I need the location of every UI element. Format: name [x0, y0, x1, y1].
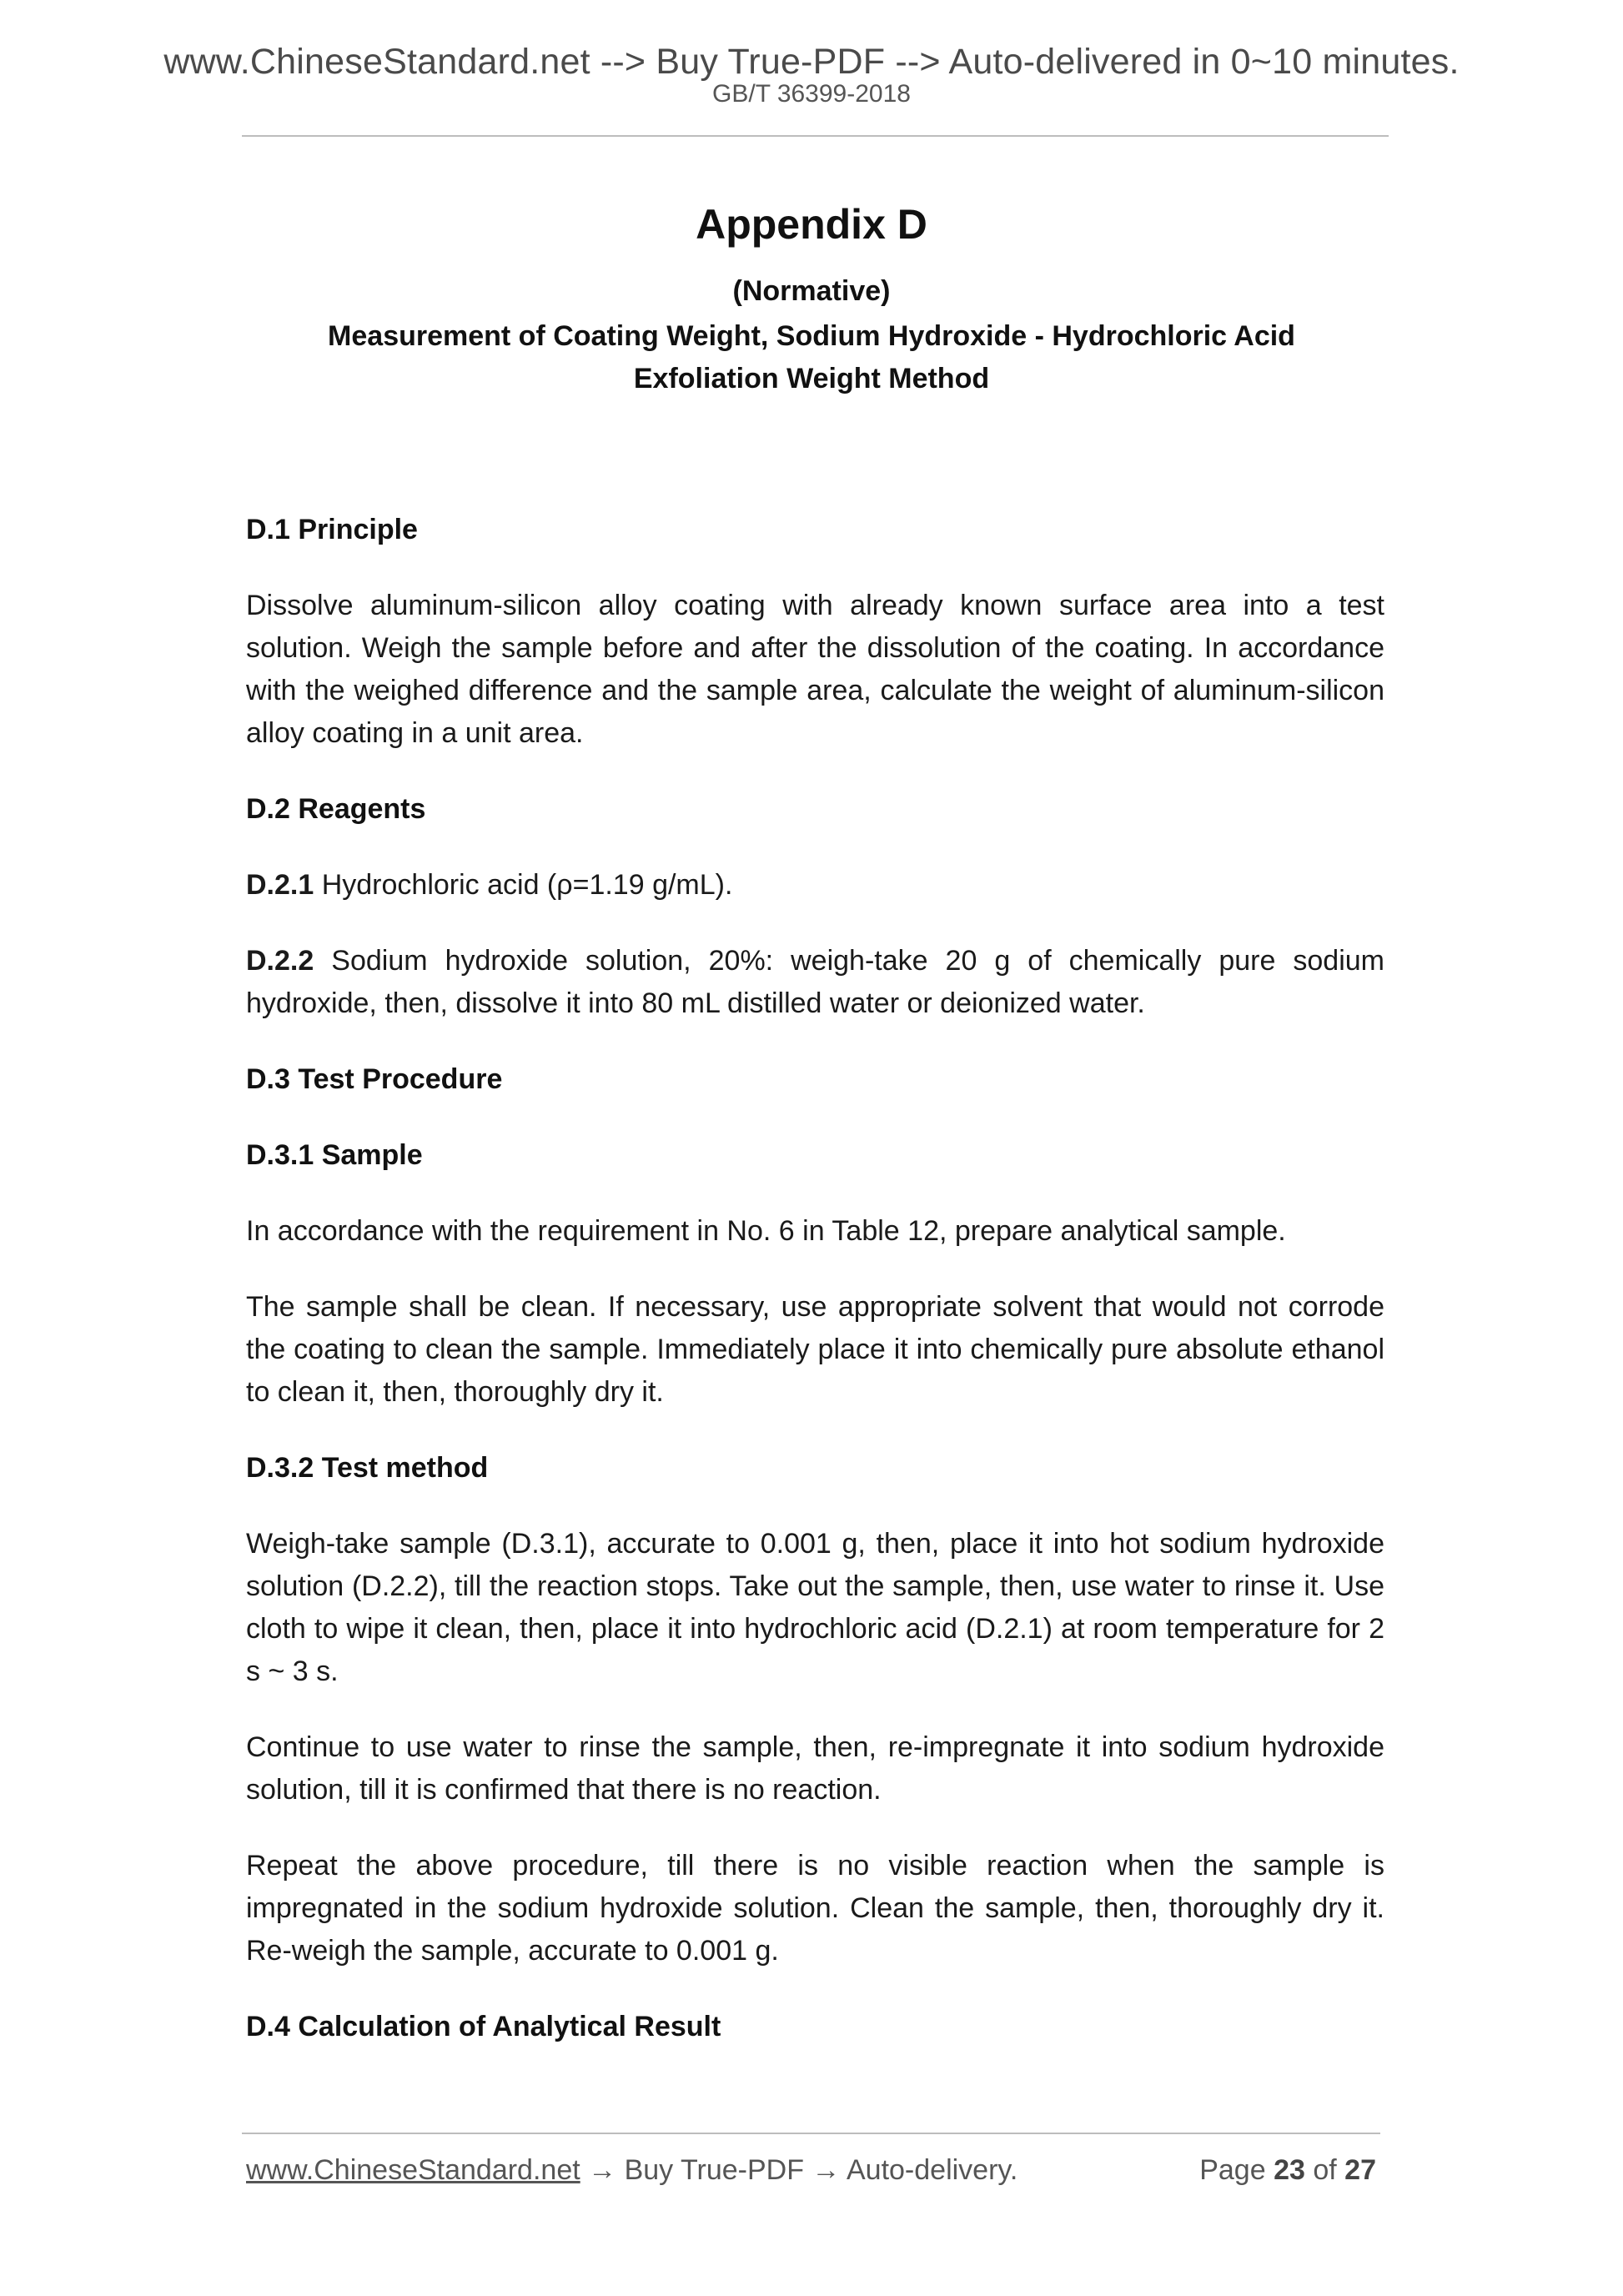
footer-promo-text: → Buy True-PDF → Auto-delivery. [580, 2154, 1018, 2186]
appendix-subtitle-line2: Exfoliation Weight Method [633, 363, 990, 394]
page-label: Page [1199, 2154, 1266, 2186]
clause-number-d21: D.2.1 [246, 869, 314, 901]
section-heading-d2: D.2 Reagents [246, 793, 426, 825]
footer-promo [246, 2154, 1018, 2187]
paragraph-d22 [246, 940, 1384, 1025]
paragraph-d32-2: Continue to use water to rinse the sample, then, re-impregnate it into sodium hydroxide solution, till it is confirmed that there is no reaction. [246, 1731, 1384, 1806]
document-body [246, 509, 1384, 2082]
appendix-subtitle-line1: Measurement of Coating Weight, Sodium Hydroxide - Hydrochloric Acid [328, 320, 1295, 352]
site-banner: www.ChineseStandard.net --> Buy True-PDF --> Auto-delivered in 0~10 minutes. [163, 42, 1460, 82]
clause-text-d22: Sodium hydroxide solution, 20%: weigh-take 20 g of chemically pure sodium hydroxide, then, dissolve it into 80 mL distilled water or deionized water. [246, 945, 1385, 1019]
section-heading-d3: D.3 Test Procedure [246, 1063, 503, 1095]
clause-text-d21: Hydrochloric acid (ρ=1.19 g/mL). [321, 869, 733, 901]
page-current: 23 [1274, 2154, 1305, 2186]
clause-number-d22: D.2.2 [246, 945, 314, 977]
page-indicator [1199, 2154, 1376, 2187]
appendix-subtitle [0, 315, 1623, 400]
footer-site-link[interactable]: www.ChineseStandard.net [246, 2154, 580, 2186]
paragraph-d1-principle: Dissolve aluminum-silicon alloy coating with already known surface area into a test solution. Weigh the sample before and after the dissolution of the coating. In accordance with the weighed difference and the sample area, calculate the weight of aluminum-silicon alloy coating in a unit area. [246, 590, 1384, 749]
of-label: of [1313, 2154, 1337, 2186]
appendix-title: Appendix D [696, 201, 927, 248]
paragraph-d31-1: In accordance with the requirement in No. 6 in Table 12, prepare analytical sample. [246, 1215, 1286, 1247]
paragraph-d32-3: Repeat the above procedure, till there is no visible reaction when the sample is impregnated in the sodium hydroxide solution. Clean the sample, then, thoroughly dry it. Re-weigh the sample, accurate to 0.001 g. [246, 1850, 1384, 1967]
paragraph-d21 [246, 864, 1384, 907]
header-divider [242, 135, 1389, 137]
section-heading-d1: D.1 Principle [246, 514, 418, 545]
section-heading-d31: D.3.1 Sample [246, 1139, 423, 1171]
appendix-normative: (Normative) [732, 275, 891, 307]
standard-number: GB/T 36399-2018 [712, 80, 911, 108]
page-total: 27 [1344, 2154, 1376, 2186]
section-heading-d4: D.4 Calculation of Analytical Result [246, 2011, 721, 2042]
footer-divider [242, 2133, 1380, 2134]
paragraph-d31-2: The sample shall be clean. If necessary, use appropriate solvent that would not corrode the coating to clean the sample. Immediately place it into chemically pure absolute ethanol to clean it, then, thoroughly dry it. [246, 1291, 1384, 1408]
section-heading-d32: D.3.2 Test method [246, 1452, 489, 1484]
paragraph-d32-1: Weigh-take sample (D.3.1), accurate to 0.001 g, then, place it into hot sodium hydroxide solution (D.2.2), till the reaction stops. Take out the sample, then, use water to rinse it. Use cloth to wipe it clean, then, place it into hydrochloric acid (D.2.1) at room temperature for 2 s ~ 3 s. [246, 1528, 1384, 1687]
